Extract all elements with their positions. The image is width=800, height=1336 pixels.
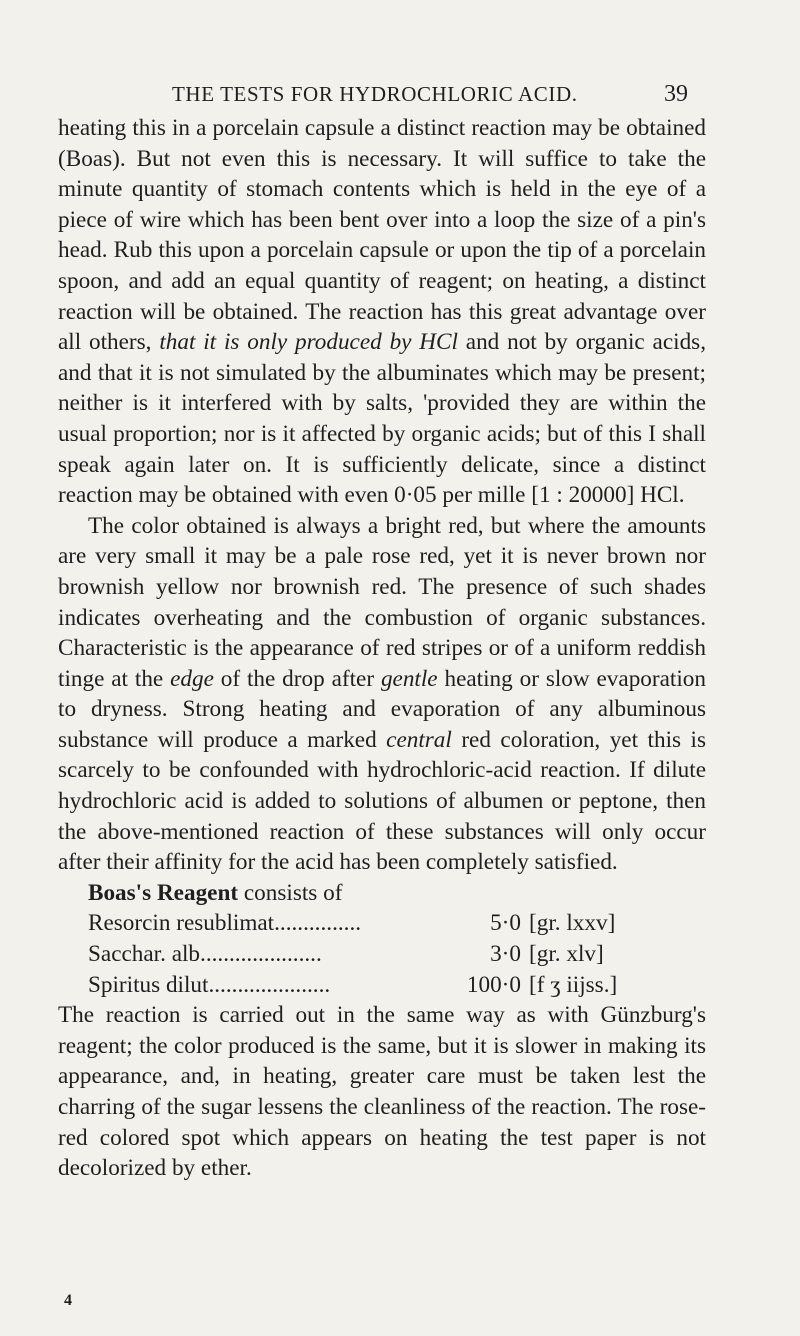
recipe-row xyxy=(88,939,706,970)
paragraph xyxy=(58,878,706,909)
text-run: The color obtained is always a bright red, but where the amounts are very small it may be a pale rose red, yet it is never brown nor brownish yellow nor brownish red. The presence of such shades indicates overheating and the combustion of organic substances. Characteristic is the appearance of red stripes or of a uniform reddish tinge at the xyxy=(58,512,706,692)
body-text xyxy=(58,113,706,1184)
ingredient-note: [gr. xlv] xyxy=(529,941,604,968)
text-run: red coloration, yet this is scarcely to be confounded with hydrochloric-acid reaction. If dilute hydrochloric acid is added to solutions of albumen or peptone, then the above-mentioned reaction of these substances will only occur after their affinity for the acid has been completely satisfied. xyxy=(58,726,706,876)
emphasis: that it is only produced by HCl xyxy=(159,329,458,356)
recipe-row xyxy=(88,908,706,939)
page-header xyxy=(0,82,800,112)
text-run: and not by organic acids, and that it is not simulated by the albuminates which may be present; neither is it interfered with by salts, 'provided they are within the usual proportion; nor is it affected by organic acids; but of this I shall speak again later on. It is sufficiently delicate, since a distinct reaction may be obtained with even 0·05 per mille [1 : 20000] HCl. xyxy=(58,329,706,509)
ingredient-name: Spiritus dilut..................... xyxy=(88,971,331,998)
ingredient-note: [gr. lxxv] xyxy=(529,910,616,937)
recipe-row xyxy=(88,970,706,1001)
text-run: heating this in a porcelain capsule a distinct reaction may be obtained (Boas). But not even this is necessary. It will suffice to take the minute quantity of stomach contents which is held in the eye of a piece of wire which has been bent over into a loop the size of a pin's head. Rub this upon a porcelain capsule or upon the tip of a porcelain spoon, and add an equal quantity of reagent; on heating, a distinct reaction will be obtained. The reaction has this great advantage over all others, xyxy=(58,115,706,356)
recipe-list xyxy=(58,908,706,1000)
reagent-heading: Boas's Reagent xyxy=(88,879,239,906)
text-run: heating or slow evaporation to dryness. Strong heating and evaporation of any albuminous substance will produce a marked xyxy=(58,665,706,753)
paragraph xyxy=(58,113,706,511)
paragraph xyxy=(58,511,706,878)
text-run: consists of xyxy=(238,879,343,906)
paragraph: The reaction is carried out in the same way as with Günzburg's reagent; the color produced is the same, but it is slower in making its appearance, and, in heating, greater care must be taken lest the charring of the sugar lessens the cleanliness of the reaction. The rose-red colored spot which appears on heating the test paper is not decolorized by ether. xyxy=(58,1002,706,1182)
running-head: THE TESTS FOR HYDROCHLORIC ACID. xyxy=(172,82,578,106)
emphasis: gentle xyxy=(380,665,438,692)
signature-mark: 4 xyxy=(64,1292,72,1309)
page-number: 39 xyxy=(664,81,688,107)
ingredient-note: [f ʒ iijss.] xyxy=(529,971,618,998)
emphasis: edge xyxy=(170,665,214,692)
ingredient-name: Sacchar. alb..................... xyxy=(88,941,322,968)
text-run: of the drop after xyxy=(213,665,381,692)
ingredient-amount: 100·0 xyxy=(466,971,521,998)
emphasis: central xyxy=(386,726,452,753)
ingredient-name: Resorcin resublimat............... xyxy=(88,910,362,937)
ingredient-amount: 5·0 xyxy=(490,910,521,937)
ingredient-amount: 3·0 xyxy=(490,941,521,968)
